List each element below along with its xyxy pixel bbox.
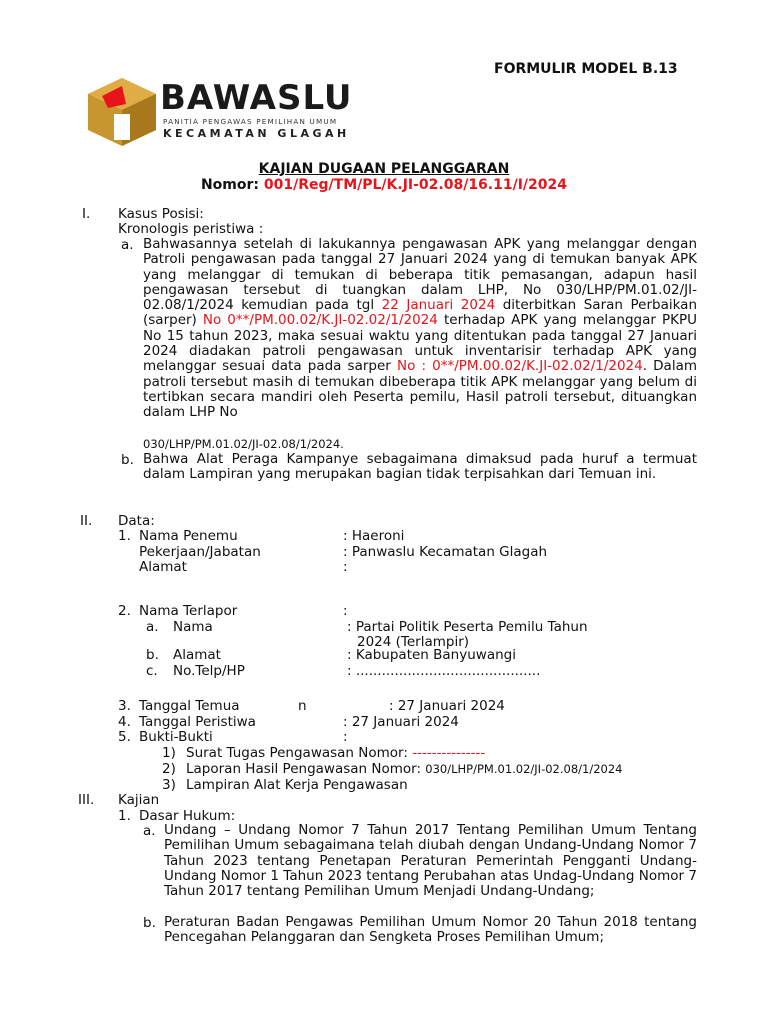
bukti-2-text: Laporan Hasil Pengawasan Nomor: 030/LHP/PM.01.02/JI-02.08/1/2024 (186, 761, 623, 777)
terlapor-b-label: b. (146, 647, 159, 663)
pekerjaan-label: Pekerjaan/Jabatan (139, 544, 261, 560)
kajian-item-1-number: 1. (118, 808, 131, 824)
item-a-lhp: 030/LHP/PM.01.02/JI-02.08/1/2024. (143, 437, 344, 451)
bukti-3-number: 3) (162, 777, 176, 793)
data-item-4-number: 4. (118, 714, 131, 730)
dasar-b-text: Peraturan Badan Pengawas Pemilihan Umum Nomor 20 Tahun 2018 tentang Pencegahan Pelanggaran dan Sengketa Proses Pemilihan Umum; (164, 914, 697, 946)
peristiwa-value: : 27 Januari 2024 (343, 714, 459, 730)
dasar-b-label: b. (143, 915, 156, 931)
document-title: KAJIAN DUGAAN PELANGGARAN (258, 161, 510, 177)
terlapor-a-label: a. (146, 619, 159, 635)
bukti-colon: : (343, 729, 348, 745)
item-a-text: Bahwasannya setelah di lakukannya pengawasan APK yang melanggar dengan Patroli pengawasan pada tanggal 27 Januari 2024 yang di temukan banyak APK yang melanggar di temukan di beberapa titik pemasangan, adapun hasil pengawasan tersebut di tuangkan dalam LHP, No 030/LHP/PM.01.02/JI-02.08/1/2024 kemudian pada tgl 22 Januari 2024 diterbitkan Saran Perbaikan (sarper) No 0**/PM.00.02/K.JI-02.02/1/2024 terhadap APK yang melanggar PKPU No 15 tahun 2023, maka sesuai waktu yang ditentukan pada tanggal 27 Januari 2024 diadakan patroli pengawasan untuk inventarisir terhadap APK yang melanggar sesuai data pada sarper No : 0**/PM.00.02/K.JI-02.02/1/2024. Dalam patroli tersebut masih di temukan dibeberapa titik APK melanggar yang belum di tertibkan secara mandiri oleh Peserta pemilu, Hasil patroli tersebut, dituangkan dalam LHP No (143, 236, 698, 421)
document-number: Nomor: 001/Reg/TM/PL/K.JI-02.08/16.11/I/2024 (200, 177, 568, 193)
data-item-2-number: 2. (118, 603, 131, 619)
section-2-title: Data: (118, 513, 155, 529)
section-1-number: I. (82, 206, 91, 222)
pekerjaan-value: : Panwaslu Kecamatan Glagah (343, 544, 548, 560)
section-3-title: Kajian (118, 792, 160, 808)
form-model-label: FORMULIR MODEL B.13 (494, 61, 678, 77)
terlapor-value: : (343, 603, 348, 619)
bukti-2-number: 2) (162, 761, 176, 777)
telp-label: No.Telp/HP (173, 663, 245, 679)
ballot-box-icon (86, 74, 158, 148)
nama-label: Nama (173, 619, 213, 635)
alamat-label: Alamat (139, 559, 187, 575)
nama-value: : Partai Politik Peserta Pemilu Tahun (347, 619, 588, 635)
item-a-label: a. (121, 237, 134, 253)
dasar-a-label: a. (143, 823, 156, 839)
bukti-label: Bukti-Bukti (139, 729, 213, 745)
nama-value-line2: 2024 (Terlampir) (357, 634, 470, 650)
terlapor-label: Nama Terlapor (139, 603, 238, 619)
alamat2-value: : Kabupaten Banyuwangi (347, 647, 516, 663)
penemu-value: : Haeroni (343, 528, 405, 544)
logo-district: KECAMATAN GLAGAH (163, 127, 350, 140)
logo-brand: BAWASLU (160, 78, 353, 118)
terlapor-c-label: c. (146, 663, 158, 679)
peristiwa-label: Tanggal Peristiwa (139, 714, 256, 730)
telp-value: : ........................................... (347, 663, 541, 679)
logo-subtitle: PANITIA PENGAWAS PEMILIHAN UMUM (163, 117, 338, 126)
section-3-number: III. (78, 792, 95, 808)
temua-label: Tanggal Temua (139, 698, 240, 714)
temua-label-n: n (298, 698, 307, 714)
data-item-3-number: 3. (118, 698, 131, 714)
section-2-number: II. (80, 513, 93, 529)
data-item-5-number: 5. (118, 729, 131, 745)
penemu-label: Nama Penemu (139, 528, 238, 544)
section-1-title: Kasus Posisi: (118, 206, 204, 222)
dasar-hukum-label: Dasar Hukum: (139, 808, 236, 824)
item-b-text: Bahwa Alat Peraga Kampanye sebagaimana dimaksud pada huruf a termuat dalam Lampiran yang merupakan bagian tidak terpisahkan dari Temuan ini. (143, 451, 697, 483)
temua-value: : 27 Januari 2024 (389, 698, 505, 714)
section-1-subtitle: Kronologis peristiwa : (118, 221, 264, 237)
alamat2-label: Alamat (173, 647, 221, 663)
bukti-1-text: Surat Tugas Pengawasan Nomor: --------------- (186, 745, 486, 761)
dasar-a-text: Undang – Undang Nomor 7 Tahun 2017 Tentang Pemilihan Umum Tentang Pemilihan Umum sebagaimana telah diubah dengan Undang-Undang Nomor 7 Tahun 2023 tentang Penetapan Peraturan Pemerintah Pengganti Undang-Undang Nomor 1 Tahun 2023 tentang Perubahan atas Undag-Undang Nomor 7 Tahun 2017 tentang Pemilihan Umum Menjadi Undang-Undang; (164, 822, 697, 900)
data-item-1-number: 1. (118, 528, 131, 544)
bukti-1-number: 1) (162, 745, 176, 761)
alamat-value: : (343, 559, 348, 575)
bukti-3-text: Lampiran Alat Kerja Pengawasan (186, 777, 408, 793)
item-b-label: b. (121, 452, 134, 468)
